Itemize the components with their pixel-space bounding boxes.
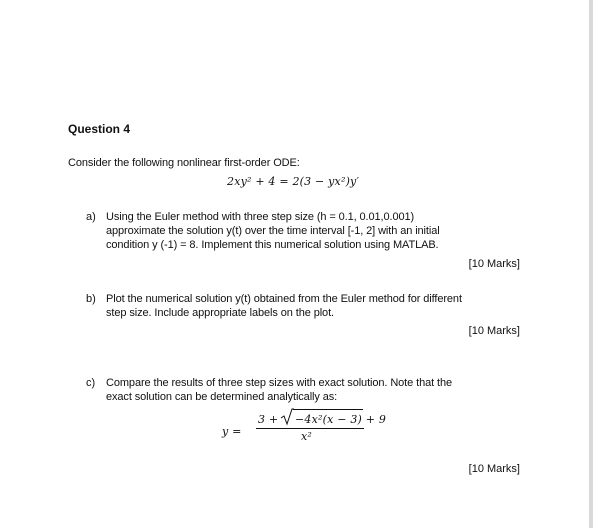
part-c-label: c) xyxy=(86,377,96,389)
part-a-marks: [10 Marks] xyxy=(468,258,520,270)
formula-numerator-prefix: 3 + xyxy=(258,413,279,426)
sqrt-vinculum xyxy=(293,409,363,410)
part-a-line-1: Using the Euler method with three step size (h = 0.1, 0.01,0.001) xyxy=(106,211,415,223)
question-title: Question 4 xyxy=(68,122,131,136)
formula-denominator: x² xyxy=(301,430,313,443)
part-a-line-2: approximate the solution y(t) over the time interval [-1, 2] with an initial xyxy=(106,225,440,237)
formula-radicand: −4x²(x − 3) + 9 xyxy=(295,413,387,426)
part-c-line-1: Compare the results of three step sizes with exact solution. Note that the xyxy=(106,377,453,389)
page-edge xyxy=(589,0,593,528)
part-b-line-2: step size. Include appropriate labels on the plot. xyxy=(106,307,334,319)
ode-equation: 2xy² + 4 = 2(3 − yx²)y′ xyxy=(227,175,360,188)
formula-lhs: y = xyxy=(222,425,242,438)
part-a-line-3: condition y (-1) = 8. Implement this numerical solution using MATLAB. xyxy=(106,239,439,251)
sqrt-radical-icon xyxy=(280,408,294,426)
fraction-bar xyxy=(256,428,364,429)
part-b-marks: [10 Marks] xyxy=(468,325,520,337)
part-c-marks: [10 Marks] xyxy=(468,463,520,475)
part-a-label: a) xyxy=(86,211,96,223)
part-b-label: b) xyxy=(86,293,96,305)
part-b-line-1: Plot the numerical solution y(t) obtained from the Euler method for different xyxy=(106,293,462,305)
part-c-line-2: exact solution can be determined analytically as: xyxy=(106,391,338,403)
question-intro: Consider the following nonlinear first-order ODE: xyxy=(68,157,300,169)
